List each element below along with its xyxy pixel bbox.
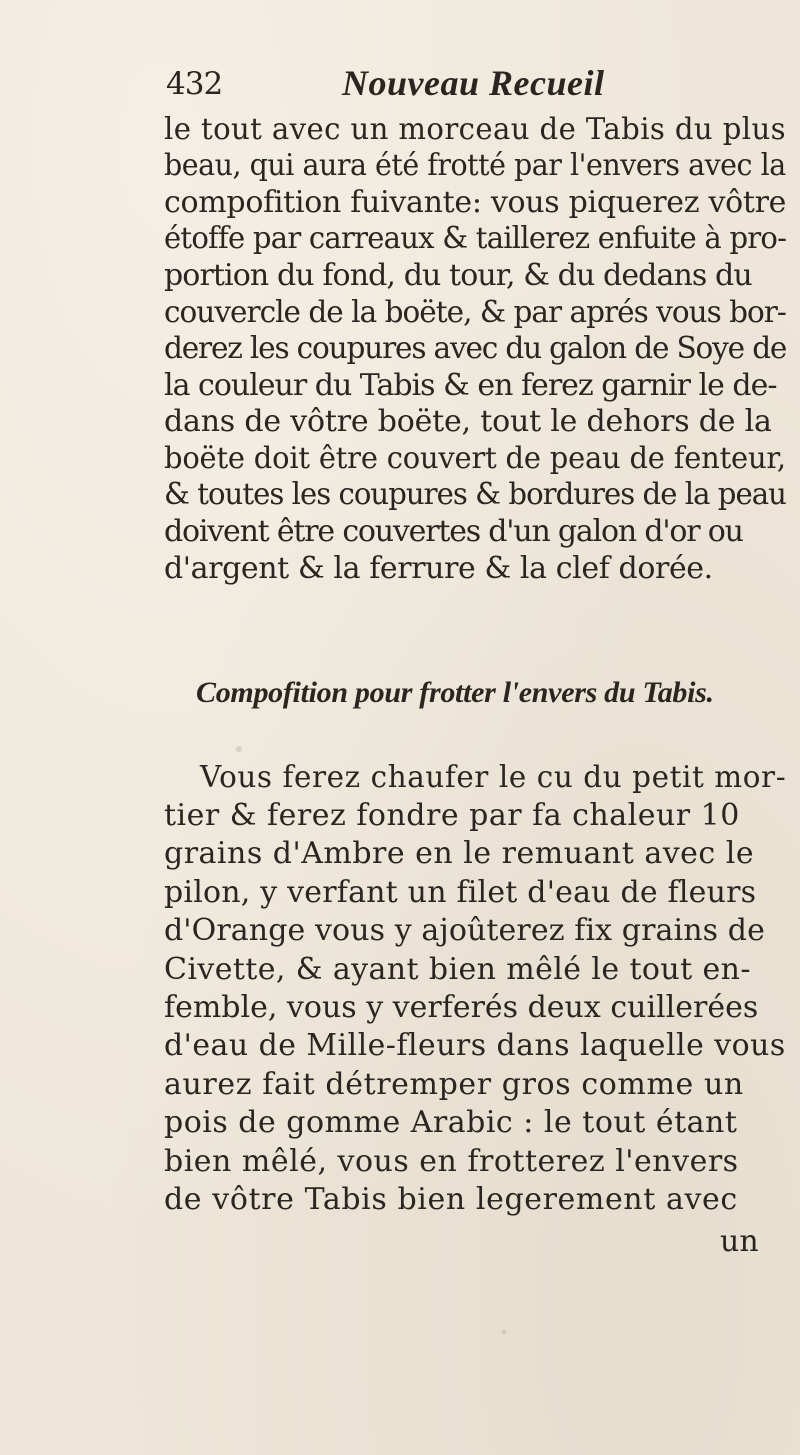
text-line: aurez fait détremper gros comme un <box>164 1067 744 1102</box>
text-line: grains d'Ambre en le remuant avec le <box>164 836 755 871</box>
text-line: Civette, & ayant bien mêlé le tout en- <box>164 952 751 987</box>
text-line: couvercle de la boëte, & par aprés vous bor- <box>164 295 786 330</box>
text-line: femble, vous y verferés deux cuillerées <box>164 990 759 1025</box>
text-line: doivent être couvertes d'un galon d'or ou <box>164 514 743 549</box>
section-heading: Compofition pour frotter l'envers du Tabis. <box>196 676 714 709</box>
running-title: Nouveau Recueil <box>342 63 605 103</box>
catchword: un <box>720 1224 759 1259</box>
text-line: la couleur du Tabis & en ferez garnir le de- <box>164 368 777 403</box>
text-line: de vôtre Tabis bien legerement avec <box>164 1182 738 1217</box>
text-line: tier & ferez fondre par fa chaleur 10 <box>164 798 740 833</box>
paper-spot <box>236 746 242 752</box>
text-line: pois de gomme Arabic : le tout étant <box>164 1105 738 1140</box>
text-line: d'argent & la ferrure & la clef dorée. <box>164 551 713 586</box>
text-line: le tout avec un morceau de Tabis du plus <box>164 112 786 147</box>
text-line: dans de vôtre boëte, tout le dehors de la <box>164 404 772 439</box>
page-number: 432 <box>166 66 223 102</box>
text-line: étoffe par carreaux & taillerez enfuite à pro- <box>164 221 787 256</box>
text-line: & toutes les coupures & bordures de la peau <box>164 477 786 512</box>
text-line: bien mêlé, vous en frotterez l'envers <box>164 1144 739 1179</box>
text-line: derez les coupures avec du galon de Soye de <box>164 331 787 366</box>
text-line: d'Orange vous y ajoûterez fix grains de <box>164 913 765 948</box>
running-head <box>166 64 686 104</box>
text-line: Vous ferez chaufer le cu du petit mor- <box>200 760 787 795</box>
text-line: compofition fuivante: vous piquerez vôtre <box>164 185 787 220</box>
text-line: boëte doit être couvert de peau de fenteur, <box>164 441 786 476</box>
text-line: d'eau de Mille-fleurs dans laquelle vous <box>164 1028 786 1063</box>
paper-spot <box>502 1330 506 1334</box>
text-line: beau, qui aura été frotté par l'envers avec la <box>164 148 786 183</box>
text-line: portion du fond, du tour, & du dedans du <box>164 258 752 293</box>
text-line: pilon, y verfant un filet d'eau de fleurs <box>164 875 757 910</box>
